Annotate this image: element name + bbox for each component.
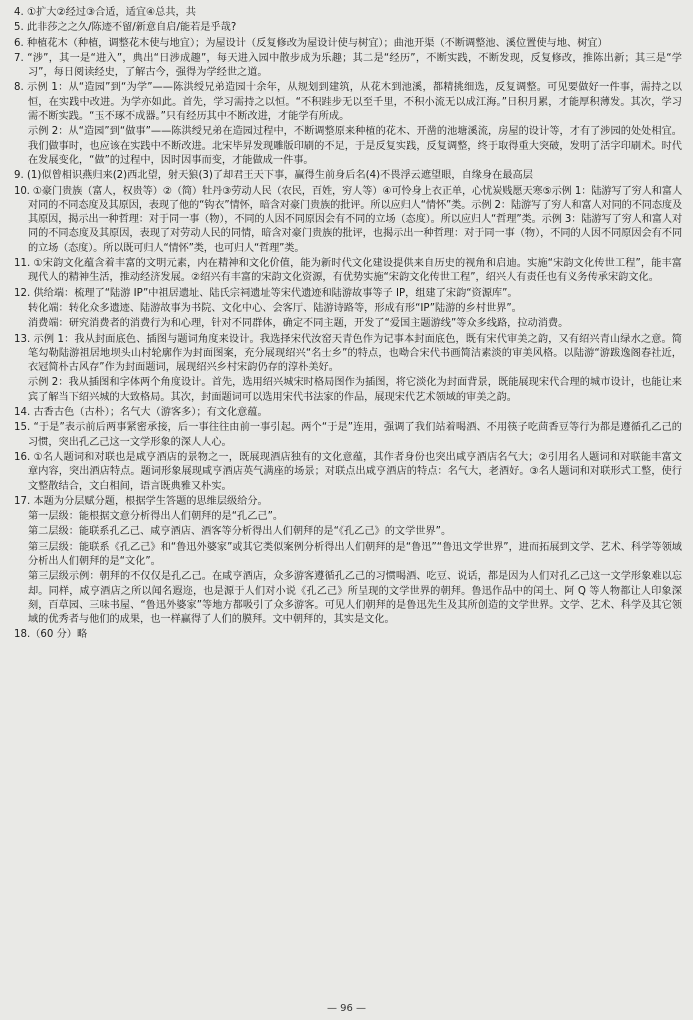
answer-17-level-2: 第二层级：能联系孔乙己、咸亨酒店、酒客等分析得出人们朝拜的是“《孔乙己》的文学世界”。 [28,526,452,538]
answer-17: 17. 本题为分层赋分题，根据学生答题的思维层级给分。 [14,495,268,507]
answer-11: 11. ①宋韵文化蕴含着丰富的文明元素，内在精神和文化价值，能为新时代文化建设提供来自历史的视角和启迪。实施“宋韵文化传世工程”，能丰富现代人的精神生活，推动经济发展。②绍兴有丰富的宋韵文化资源，有优势实施“宋韵文化传世工程”，绍兴人有责任也有义务传承宋韵文化。 [14,258,682,284]
answer-13-example-2: 示例 2：我从插图和字体两个角度设计。首先，选用绍兴城宋时格局图作为插图，将它淡化为封面背景，既能展现宋代合理的城市设计，也能让来宾了解当下绍兴城的大致格局。其次，封面题词可以选用宋代书法家的作品，展现宋代艺术领域的审美之韵。 [28,377,682,403]
answer-16: 16. ①名人题词和对联也是咸亨酒店的景物之一，既展现酒店独有的文化意蕴，其作者身份也突出咸亨酒店名气大；②引用名人题词和对联能丰富文章内容，突出酒店特点。题词形象展现咸亨酒店英气满座的场景；对联点出咸亨酒店的特点：名气大，老酒好。③名人题词和对联形式工整，使行文整散结合，文白相间，语言既典雅又朴实。 [14,451,682,492]
answer-8-example-2: 示例 2：从“造园”到“做事”——陈洪绶兄弟在造园过程中，不断调整原来种植的花木、开凿的池塘溪流，房屋的设计等，才有了涉园的处处相宜。我们做事时，也应该在实践中不断改进。北宋毕昇发现雕版印刷的不足，于是反复实践，反复调整，终于取得重大突破，发明了活字印刷术。时代在发展变化，“做”的过程中，因时因事而变，才能做成一件事。 [28,126,682,166]
page-number: — 96 — [326,1003,367,1014]
answer-12-supply: 12. 供给端：梳理了“陆游 IP”中祖居遗址、陆氏宗祠遗址等宋代遗迹和陆游故事等子 IP，组建了宋韵“资源库”。 [14,287,518,299]
answer-17-level-3-example: 第三层级示例：朝拜的不仅仅是孔乙己。在咸亨酒店，众多游客遵循孔乙己的习惯喝酒、吃豆、说话，都是因为人们对孔乙己这一文学形象难以忘却。同样，咸亨酒店之所以闻名遐迩，也是源于人们对小说《孔乙己》所呈现的文学世界的朝拜。鲁迅作品中的闰土、阿 Q 等人物都让人印象深刻，百草园、三味书屋、“鲁迅外婆家”等地方都吸引了众多游客。可见人们朝拜的是鲁迅先生及其所创造的文学世界。文学、艺术、科学及其它领域的优秀者与他们的成果，也一样赢得了人们的膜拜。文中朝拜的，其实是文化。 [28,571,682,626]
answer-5: 5. 此非莎之之久/陈迹不留/新意自启/能若是乎哉? [14,22,237,34]
answer-14: 14. 古香古色（古朴）；名气大（游客多）；有文化意蕴。 [14,407,268,419]
answer-7: 7. “涉”，其一是“进入”，典出“日涉成趣”，每天进入园中散步成为乐趣；其二是“经历”，不断实践，不断发现，反复修改，推陈出新；其三是“学习”，每日阅读经史，了解古今，强得为学经世之道。 [14,52,682,79]
answer-10: 10. ①豪门贵族（富人，权贵等）②（简）牡丹③劳动人民（农民，百姓，穷人等）④可怜身上衣正单，心忧炭贱愿天寒⑤示例 1：陆游写了穷人和富人对同的不同态度及其原因，表现了他的“钩衣”情怀，暗含对豪门贵族的批评。所以应归人“情怀”类。示例 2：陆游写了穷人和富人对同的不同态度及其原因，揭示出一种哲理：对于同一事（物），不同的人因不同原因会有不同的立场（态度）。所以应归人“哲理”类。示例 3：陆游写了穷人和富人对同的不同态度及其原因，表现了对劳动人民的同情，暗含对豪门贵族的批评，也揭示出一种哲理：对于同一事（物），不同的人因不同原因会有不同的立场（态度）。所以既可归人“情怀”类，也可归人“哲理”类。 [14,185,682,254]
answer-9: 9. (1)似曾相识燕归来(2)西北望，射天狼(3)了却君王天下事，赢得生前身后名(4)不畏浮云遮望眼，自缘身在最高层 [14,170,533,182]
answer-18: 18.（60 分）略 [14,629,88,641]
answer-15: 15. “于是”表示前后两事紧密承接，后一事往往由前一事引起。两个“于是”连用，强调了我们站着喝酒、不用筷子吃茴香豆等行为都是遵循孔乙己的习惯，突出孔乙己这一文学形象的深人人心。 [14,422,682,448]
answer-list [14,6,682,644]
answer-8-example-1: 8. 示例 1：从“造园”到“为学”——陈洪绶兄弟造园十余年，从规划到建筑，从花木到池溪，都精挑细选，反复调整。可见要做好一件事，需持之以恒，在实践中改进。为学亦如此。首先，学习需持之以恒。“不积跬步无以至千里，不积小流无以成江海。”日积月累，才能厚积薄发。其次，学习需不断实践。“玉不琢不成器。”只有经历其中不断改进，才能学有所成。 [14,82,682,123]
answer-6: 6. 种植花木（种植，调整花木使与地宜）；为屋设计（反复修改为屋设计使与树宜）；曲池开渠（不断调整池、溪位置使与地、树宜） [14,37,608,49]
answer-17-level-1: 第一层级：能根据文意分析得出人们朝拜的是“孔乙己”。 [28,511,284,523]
answer-4: 4. ①扩大②经过③合适，适宜④总共，共 [14,7,196,18]
answer-13-example-1: 13. 示例 1：我从封面底色、插图与题词角度来设计。我选择宋代汝窑天青色作为记事本封面底色，既有宋代审美之韵，又有绍兴青山绿水之意。简笔勾勒陆游祖居地坝头山村轮廓作为封面图案，充分展现绍兴“名士乡”的特点，也呦合宋代书画简洁素淡的审美风格。以陆游“游跋逸阁春社近，衣冠简朴古风存”作为封面题词，展现绍兴乡村宋韵仍存的淳朴美好。 [14,333,682,374]
answer-17-level-3: 第三层级：能联系《孔乙己》和“鲁迅外婆家”或其它类似案例分析得出人们朝拜的是“鲁迅”“鲁迅文学世界”，进而拓展到文学、艺术、科学等领域分析出人们朝拜的是“文化”。 [28,541,682,567]
answer-12-consume: 消费端：研究消费者的消费行为和心理，针对不同群体，确定不同主题，开发了“爱国主题游线”等众多线路，拉动消费。 [28,318,569,330]
answer-12-transform: 转化端：转化众多遗迹、陆游故事为书院、文化中心、会客厅、陆游诗路等，形成有形“IP”陆游的乡村世界”。 [28,302,522,314]
